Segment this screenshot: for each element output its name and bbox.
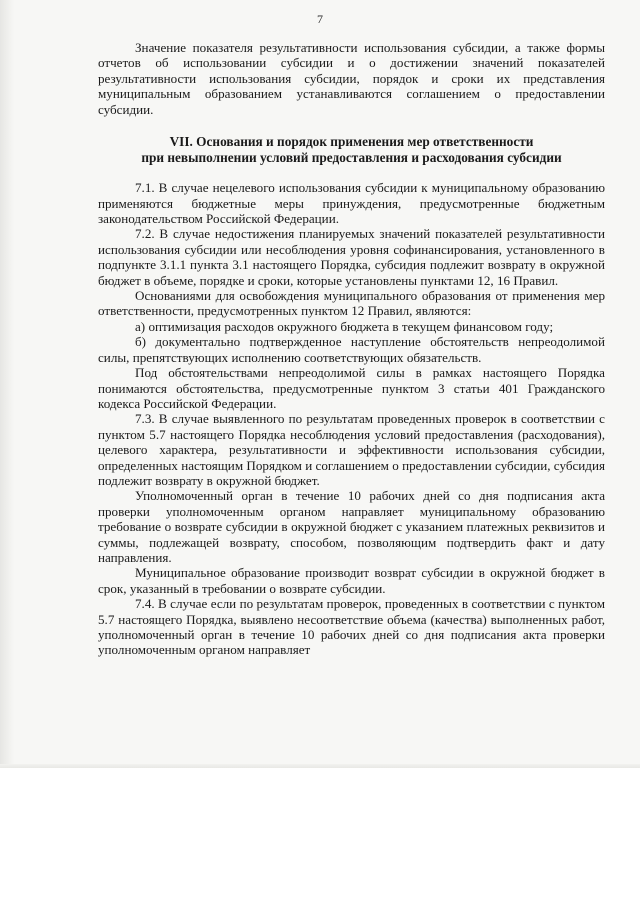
paragraph-force-majeure: Под обстоятельствами непреодолимой силы в рамках настоящего Порядка понимаются обстоятельства, предусмотренные пунктом 3 статьи 401 Гражданского кодекса Российской Федерации. [98,365,605,411]
page-number: 7 [317,12,323,26]
paragraph-7-2: 7.2. В случае недостижения планируемых значений показателей результативности использования субсидии или несоблюдения уровня софинансирования, установленного в подпункте 3.1.1 пункта 3.1 настоящего Порядка, субсидия подлежит возврату в окружной бюджет в объеме, порядке и сроки, которые установлены пунктами 12, 16 Правил. [98,226,605,288]
section-heading-line-2: при невыполнении условий предоставления и расходования субсидии [141,149,562,165]
section-heading-line-1: VII. Основания и порядок применения мер ответственности [169,134,534,150]
section-heading [98,134,605,165]
paragraph-7-4: 7.4. В случае если по результатам проверок, проведенных в соответствии с пунктом 5.7 настоящего Порядка, выявлено несоответствие объема (качества) выполненных работ, уполномоченный орган в течение 10 рабочих дней со дня подписания акта проверки уполномоченным органом направляет [98,596,605,658]
paragraph-return-demand: Уполномоченный орган в течение 10 рабочих дней со дня подписания акта проверки уполномоченным органом направляет муниципальному образованию требование о возврате субсидии в окружной бюджет с указанием платежных реквизитов и суммы, подлежащей возврату, способом, позволяющим подтвердить факт и дату направления. [98,488,605,565]
paragraph-item-a: а) оптимизация расходов окружного бюджета в текущем финансовом году; [135,318,554,334]
paragraph-return-deadline: Муниципальное образование производит возврат субсидии в окружной бюджет в срок, указанный в требовании о возврате субсидии. [98,565,605,596]
paragraph-exemption-grounds: Основаниями для освобождения муниципального образования от применения мер ответственности, предусмотренных пунктом 12 Правил, являются: [98,288,605,319]
document-body [98,40,605,658]
paragraph-7-3: 7.3. В случае выявленного по результатам проведенных проверок в соответствии с пунктом 5.7 настоящего Порядка несоблюдения условий предоставления (расходования), целевого характера, результативности и эффективности использования субсидии, определенных настоящим Порядком и соглашением о предоставлении субсидии, субсидия подлежит возврату в окружной бюджет. [98,411,605,488]
paragraph-7-1: 7.1. В случае нецелевого использования субсидии к муниципальному образованию применяются бюджетные меры принуждения, предусмотренные бюджетным законодательством Российской Федерации. [98,180,605,227]
paragraph-item-b: б) документально подтвержденное наступление обстоятельств непреодолимой силы, препятствующих исполнению соответствующих обязательств. [98,334,605,365]
paragraph-indicator-reporting: Значение показателя результативности использования субсидии, а также формы отчетов об использовании субсидии и о достижении значений показателей результативности использования субсидии, порядок и сроки их представления муниципальным образованием устанавливаются соглашением о предоставлении субсидии. [98,40,605,117]
